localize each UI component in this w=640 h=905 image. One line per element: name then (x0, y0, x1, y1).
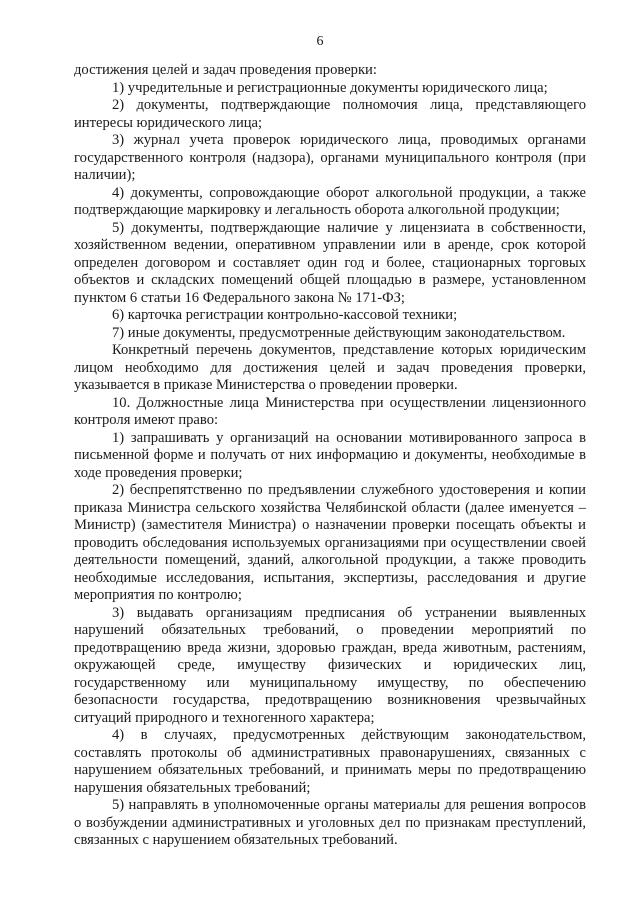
list-item-7: 7) иные документы, предусмотренные действующим законодательством. (112, 324, 566, 341)
rights-item-5: 5) направлять в уполномоченные органы материалы для решения вопросов о возбуждении административных и уголовных дел по признакам преступлений, связанных с нарушением обязательных требований. (74, 797, 586, 848)
list-item-1: 1) учредительные и регистрационные документы юридического лица; (112, 79, 548, 96)
list-item-2: 2) документы, подтверждающие полномочия лица, представляющего интересы юридического лица; (74, 97, 586, 131)
list-item-6: 6) карточка регистрации контрольно-кассовой техники; (112, 307, 458, 323)
rights-item-3: 3) выдавать организациям предписания об устранении выявленных нарушений обязательных требований, о проведении мероприятий по предотвращению вреда жизни, здоровью граждан, вреда животным, растениям, окружающей среде, имуществу физических и юридических лиц, государственному или муниципальному имуществу, по обеспечению безопасности государства, предотвращению возникновения чрезвычайных ситуаций природного и техногенного характера; (74, 604, 586, 726)
rights-item-2: 2) беспрепятственно по предъявлении служебного удостоверения и копии приказа Министра сельского хозяйства Челябинской области (далее именуется – Министр) (заместителя Министра) о назначении проверки посещать объекты и проводить обследования используемых организациями при осуществлении своей деятельности помещений, зданий, алкогольной продукции, а также проводить необходимые исследования, испытания, экспертизы, расследования и другие мероприятия по контролю; (74, 482, 586, 603)
paragraph-intro-continuation: достижения целей и задач проведения проверки: (74, 62, 377, 78)
list-item-4: 4) документы, сопровождающие оборот алкогольной продукции, а также подтверждающие маркировку и легальность оборота алкогольной продукции; (74, 184, 586, 218)
paragraph-section-10: 10. Должностные лица Министерства при осуществлении лицензионного контроля имеют право: (74, 394, 586, 428)
rights-item-4: 4) в случаях, предусмотренных действующим законодательством, составлять протоколы об административных правонарушениях, связанных с нарушением обязательных требований, и принимать меры по предотвращению нарушения обязательных требований; (74, 727, 586, 796)
document-body (74, 62, 586, 850)
rights-item-1: 1) запрашивать у организаций на основании мотивированного запроса в письменной форме и получать от них информацию и документы, необходимые в ходе проведения проверки; (74, 429, 586, 481)
page-number: 6 (316, 34, 324, 49)
paragraph-document-list-note: Конкретный перечень документов, представление которых юридическим лицом необходимо для достижения целей и задач проведения проверки, указывается в приказе Министерства о проведении проверки. (74, 342, 586, 393)
list-item-3: 3) журнал учета проверок юридического лица, проводимых органами государственного контроля (надзора), органами муниципального контроля (при наличии); (74, 132, 586, 183)
list-item-5: 5) документы, подтверждающие наличие у лицензиата в собственности, хозяйственном ведении, оперативном управлении или в аренде, срок которой определен договором и составляет один год и более, стационарных торговых объектов и складских помещений общей площадью в размере, установленном пунктом 6 статьи 16 Федерального закона № 171-ФЗ; (74, 219, 586, 306)
